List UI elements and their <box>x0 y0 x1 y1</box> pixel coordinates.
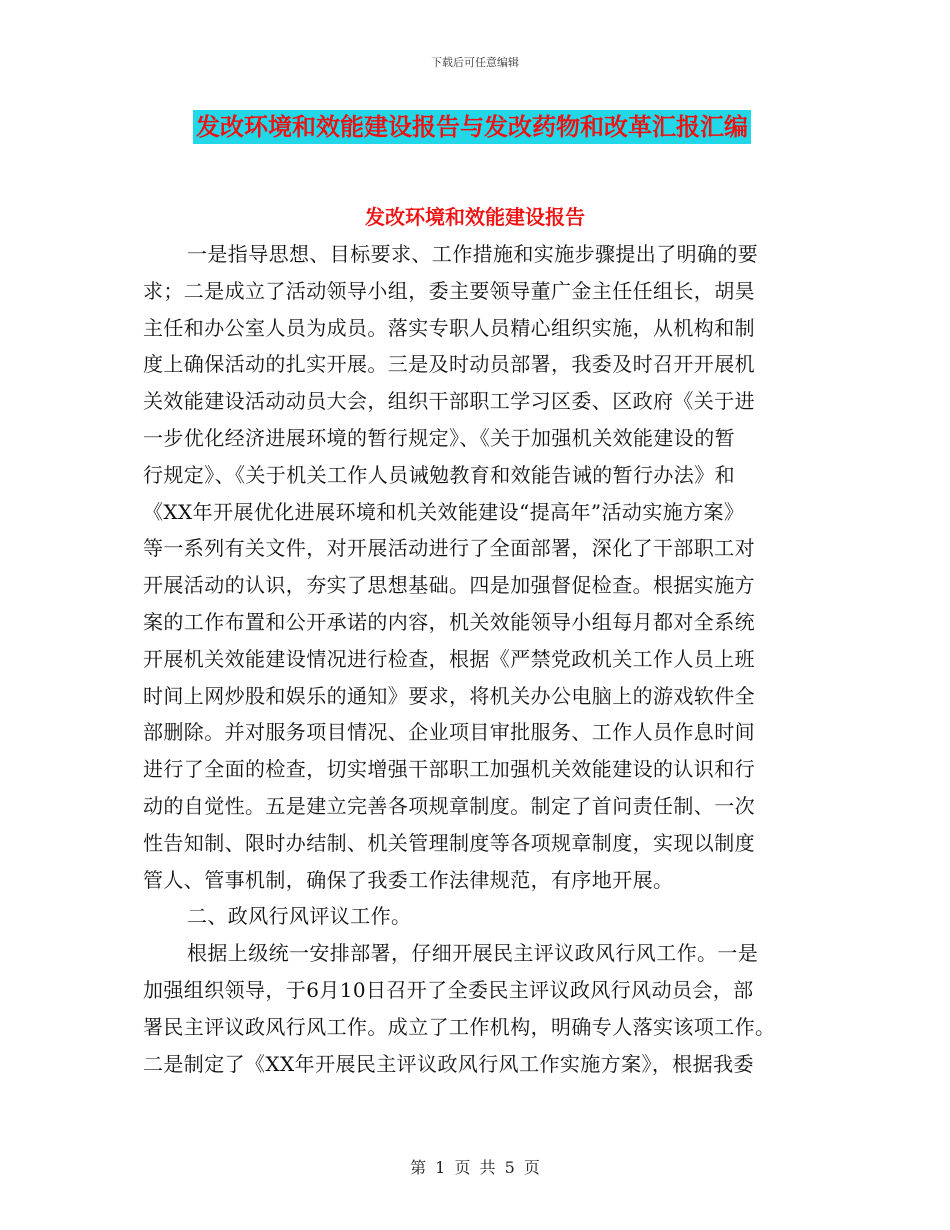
header-note: 下载后可任意编辑 <box>431 56 519 69</box>
body-line: 求；二是成立了活动领导小组，委主要领导董广金主任任组长，胡昊 <box>143 278 755 303</box>
body-line: 主任和办公室人员为成员。落实专职人员精心组织实施，从机构和制 <box>143 315 755 340</box>
body-line: 度上确保活动的扎实开展。三是及时动员部署，我委及时召开开展机 <box>143 352 755 377</box>
body-line: 性告知制、限时办结制、机关管理制度等各项规章制度，实现以制度 <box>143 830 755 855</box>
body-line: 部删除。并对服务项目情况、企业项目审批服务、工作人员作息时间 <box>143 720 755 745</box>
body-line: 二是制定了《XX年开展民主评议政风行风工作实施方案》，根据我委 <box>143 1051 754 1076</box>
subheading-line: 二、政风行风评议工作。 <box>187 904 412 929</box>
body-line: 署民主评议政风行风工作。成立了工作机构，明确专人落实该项工作。 <box>143 1014 776 1039</box>
body-line: 加强组织领导，于6月10日召开了全委民主评议政风行风动员会，部 <box>143 977 754 1002</box>
body-line: 根据上级统一安排部署，仔细开展民主评议政风行风工作。一是 <box>187 941 759 966</box>
document-body <box>143 236 807 1082</box>
body-line: 关效能建设活动动员大会，组织干部职工学习区委、区政府《关于进 <box>143 389 755 414</box>
body-line: 案的工作布置和公开承诺的内容，机关效能领导小组每月都对全系统 <box>143 609 755 634</box>
body-line: 开展机关效能建设情况进行检查，根据《严禁党政机关工作人员上班 <box>143 646 755 671</box>
body-line: 行规定》、《关于机关工作人员诫勉教育和效能告诫的暂行办法》和 <box>143 462 735 487</box>
document-title: 发改环境和效能建设报告与发改药物和改革汇报汇编 <box>193 110 751 144</box>
body-line: 一是指导思想、目标要求、工作措施和实施步骤提出了明确的要 <box>187 242 759 266</box>
body-line: 管人、管事机制，确保了我委工作法律规范，有序地开展。 <box>143 867 674 892</box>
section-title: 发改环境和效能建设报告 <box>365 205 585 229</box>
body-line: 时间上网炒股和娱乐的通知》要求，将机关办公电脑上的游戏软件全 <box>143 683 755 708</box>
body-line: 一步优化经济进展环境的暂行规定》、《关于加强机关效能建设的暂 <box>143 425 735 450</box>
body-line: 动的自觉性。五是建立完善各项规章制度。制定了首问责任制、一次 <box>143 793 755 818</box>
page-footer: 第 1 页 共 5 页 <box>410 1158 540 1177</box>
body-line: 《XX年开展优化进展环境和机关效能建设“提高年”活动实施方案》 <box>143 499 745 524</box>
body-line: 进行了全面的检查，切实增强干部职工加强机关效能建设的认识和行 <box>143 757 755 782</box>
body-line: 开展活动的认识，夯实了思想基础。四是加强督促检查。根据实施方 <box>143 573 755 598</box>
body-line: 等一系列有关文件，对开展活动进行了全面部署，深化了干部职工对 <box>143 536 755 561</box>
